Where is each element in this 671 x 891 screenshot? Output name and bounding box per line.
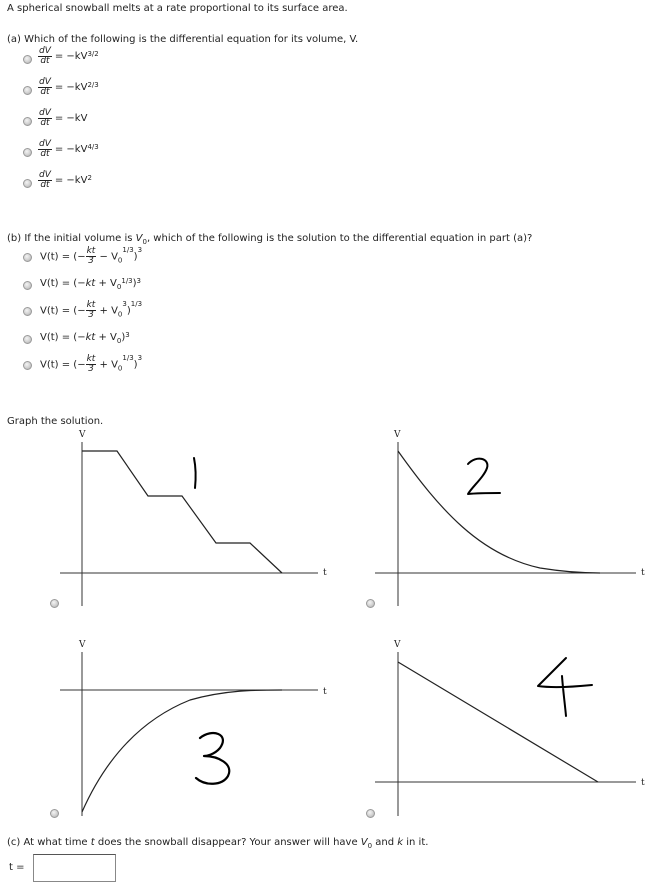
graph-4-radio[interactable]	[366, 809, 375, 818]
part-a-option-3: $\frac{dV}{dt}$ = −kV	[39, 108, 88, 128]
part-b-option-3: V(t) = (− $\frac{kt}{3}$ + $V_0^3)^{1/3}$	[40, 300, 143, 320]
graph-2-t-label: t	[641, 568, 645, 578]
graph-section-label: Graph the solution.	[7, 416, 104, 427]
graph-1-v-label: V	[79, 430, 86, 440]
graph-1	[60, 442, 318, 606]
answer-label: t =	[9, 862, 25, 873]
part-a-option-1: $\frac{dV}{dt}$ = $-kV^{3/2}$	[39, 46, 99, 66]
problem-intro: A spherical snowball melts at a rate proportional to its surface area.	[7, 3, 348, 14]
graph-2	[375, 442, 636, 606]
graph-3-curve	[82, 690, 282, 812]
graph-4	[375, 652, 636, 816]
graph-2-curve	[398, 451, 600, 573]
graph-1-radio[interactable]	[50, 599, 59, 608]
graph-3-t-label: t	[323, 687, 327, 697]
graph-3	[60, 652, 318, 816]
part-c-question: (c) At what time t does the snowball disappear? Your answer will have $V_0$ and k in it.	[7, 837, 429, 850]
part-b-question: (b) If the initial volume is $V_0$, which of the following is the solution to the differential equation in part (a)?	[7, 233, 533, 246]
part-b-option-1: V(t) = (− $\frac{kt}{3}$ − $V_0^{1/3})^3$	[40, 246, 143, 266]
graph-2-v-label: V	[394, 430, 401, 440]
part-a-option-2: $\frac{dV}{dt}$ = $-kV^{2/3}$	[39, 77, 99, 97]
part-b-option-4: $V(t) = (-kt + V_0)^3$	[40, 331, 130, 345]
graph-3-handwritten-number	[196, 733, 229, 784]
part-a-option-5: $\frac{dV}{dt}$ = $-kV^2$	[39, 170, 92, 190]
graph-1-handwritten-number	[194, 458, 196, 488]
graph-3-v-label: V	[79, 640, 86, 650]
graph-2-radio[interactable]	[366, 599, 375, 608]
graph-4-handwritten-number	[538, 658, 592, 716]
part-a-option-4: $\frac{dV}{dt}$ = $-kV^{4/3}$	[39, 139, 99, 159]
graph-4-v-label: V	[394, 640, 401, 650]
part-b-option-5: V(t) = (− $\frac{kt}{3}$ + $V_0^{1/3})^3$	[40, 354, 143, 374]
graph-1-curve	[82, 451, 282, 573]
part-a-question: (a) Which of the following is the differential equation for its volume, V.	[7, 34, 359, 45]
graph-4-curve	[398, 662, 598, 782]
graph-3-radio[interactable]	[50, 809, 59, 818]
graph-1-t-label: t	[323, 568, 327, 578]
answer-input[interactable]	[33, 854, 116, 882]
part-b-option-2: $V(t) = (-kt + V_0^{1/3})^3$	[40, 277, 141, 291]
graph-4-t-label: t	[641, 778, 645, 788]
graph-2-handwritten-number	[468, 459, 500, 494]
